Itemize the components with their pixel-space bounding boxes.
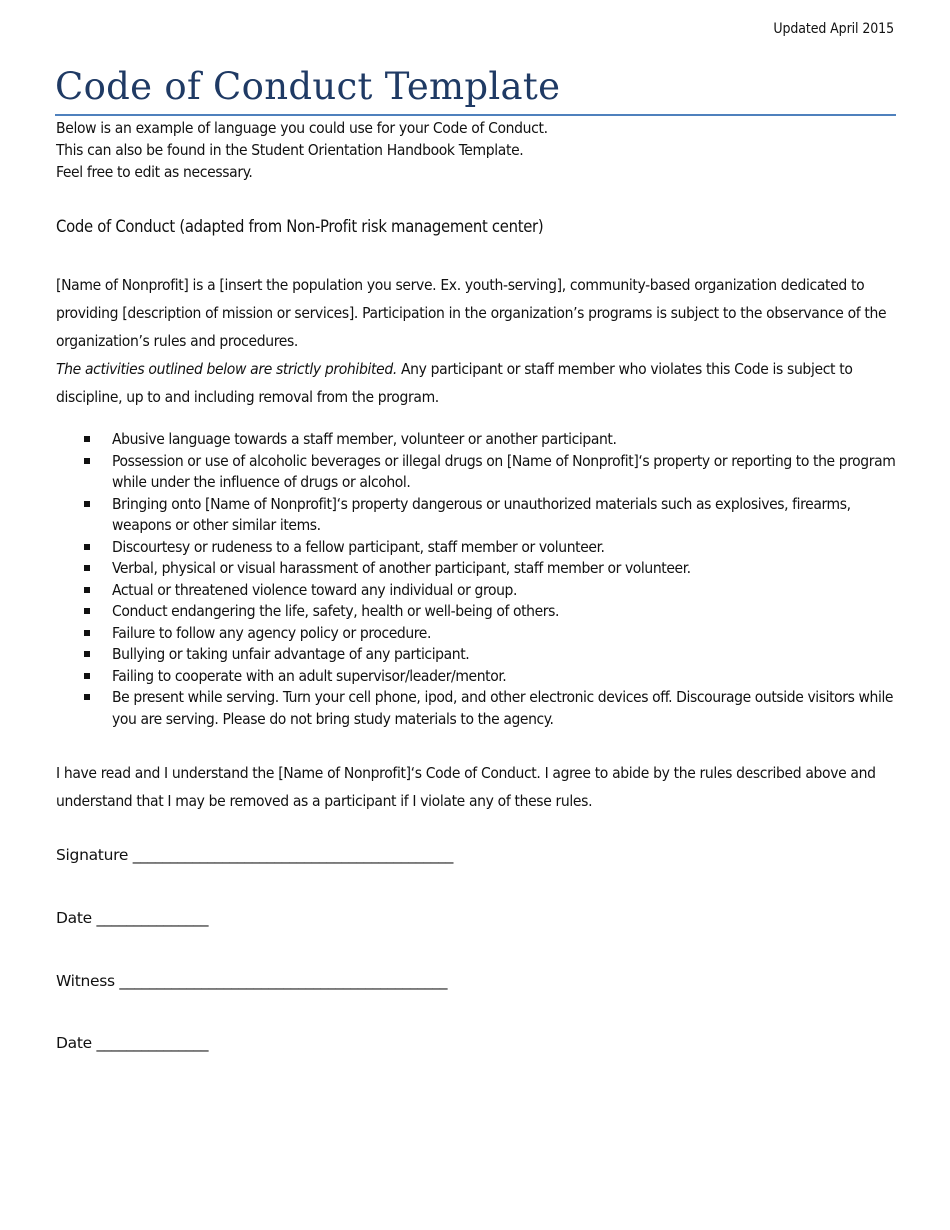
prohibited-emphasis: The activities outlined below are strictly prohibited. xyxy=(56,360,397,378)
list-item: Abusive language towards a staff member, volunteer or another participant. xyxy=(112,429,896,451)
prohibited-paragraph xyxy=(56,355,896,411)
list-item: Bringing onto [Name of Nonprofit]‘s property dangerous or unauthorized materials such as explosives, firearms, weapons or other similar items. xyxy=(112,494,896,537)
square-bullet-icon xyxy=(84,630,90,636)
date-line[interactable]: Date _______________ xyxy=(56,909,209,927)
list-item: Possession or use of alcoholic beverages or illegal drugs on [Name of Nonprofit]‘s property or reporting to the program while under the influence of drugs or alcohol. xyxy=(112,451,896,494)
section-heading: Code of Conduct (adapted from Non-Profit risk management center) xyxy=(56,217,544,236)
rules-list xyxy=(56,429,896,730)
prohibited-text: Any participant or staff member who violates this Code is subject to discipline, up to and including removal from the program. xyxy=(56,360,853,406)
intro-line: Below is an example of language you could use for your Code of Conduct. xyxy=(56,119,548,137)
intro-line: Feel free to edit as necessary. xyxy=(56,163,253,181)
intro-block xyxy=(56,117,896,183)
list-item: Conduct endangering the life, safety, health or well-being of others. xyxy=(112,601,896,623)
list-item: Be present while serving. Turn your cell phone, ipod, and other electronic devices off. Discourage outside visitors while you are serving. Please do not bring study materials to the agency. xyxy=(112,687,896,730)
square-bullet-icon xyxy=(84,565,90,571)
list-item: Failing to cooperate with an adult supervisor/leader/mentor. xyxy=(112,666,896,688)
list-item: Actual or threatened violence toward any individual or group. xyxy=(112,580,896,602)
list-item: Discourtesy or rudeness to a fellow participant, staff member or volunteer. xyxy=(112,537,896,559)
updated-date: Updated April 2015 xyxy=(773,21,894,37)
document-body xyxy=(56,117,896,815)
signature-line[interactable]: Signature ___________________________________________ xyxy=(56,846,454,864)
list-item: Verbal, physical or visual harassment of another participant, staff member or volunteer. xyxy=(112,558,896,580)
page-title: Code of Conduct Template xyxy=(55,62,896,116)
square-bullet-icon xyxy=(84,501,90,507)
square-bullet-icon xyxy=(84,436,90,442)
intro-line: This can also be found in the Student Orientation Handbook Template. xyxy=(56,141,524,159)
organization-paragraph: [Name of Nonprofit] is a [insert the population you serve. Ex. youth-serving], community-based organization dedicated to providing [description of mission or services]. Participation in the organization’s programs is subject to the observance of the organization’s rules and procedures. xyxy=(56,276,887,350)
square-bullet-icon xyxy=(84,587,90,593)
square-bullet-icon xyxy=(84,608,90,614)
list-item: Failure to follow any agency policy or procedure. xyxy=(112,623,896,645)
list-item: Bullying or taking unfair advantage of any participant. xyxy=(112,644,896,666)
square-bullet-icon xyxy=(84,651,90,657)
witness-line[interactable]: Witness ____________________________________________ xyxy=(56,972,448,990)
acknowledgement-paragraph: I have read and I understand the [Name of Nonprofit]‘s Code of Conduct. I agree to abide by the rules described above and understand that I may be removed as a participant if I violate any of these rules. xyxy=(56,764,876,810)
witness-date-line[interactable]: Date _______________ xyxy=(56,1034,209,1052)
square-bullet-icon xyxy=(84,458,90,464)
square-bullet-icon xyxy=(84,694,90,700)
square-bullet-icon xyxy=(84,673,90,679)
square-bullet-icon xyxy=(84,544,90,550)
